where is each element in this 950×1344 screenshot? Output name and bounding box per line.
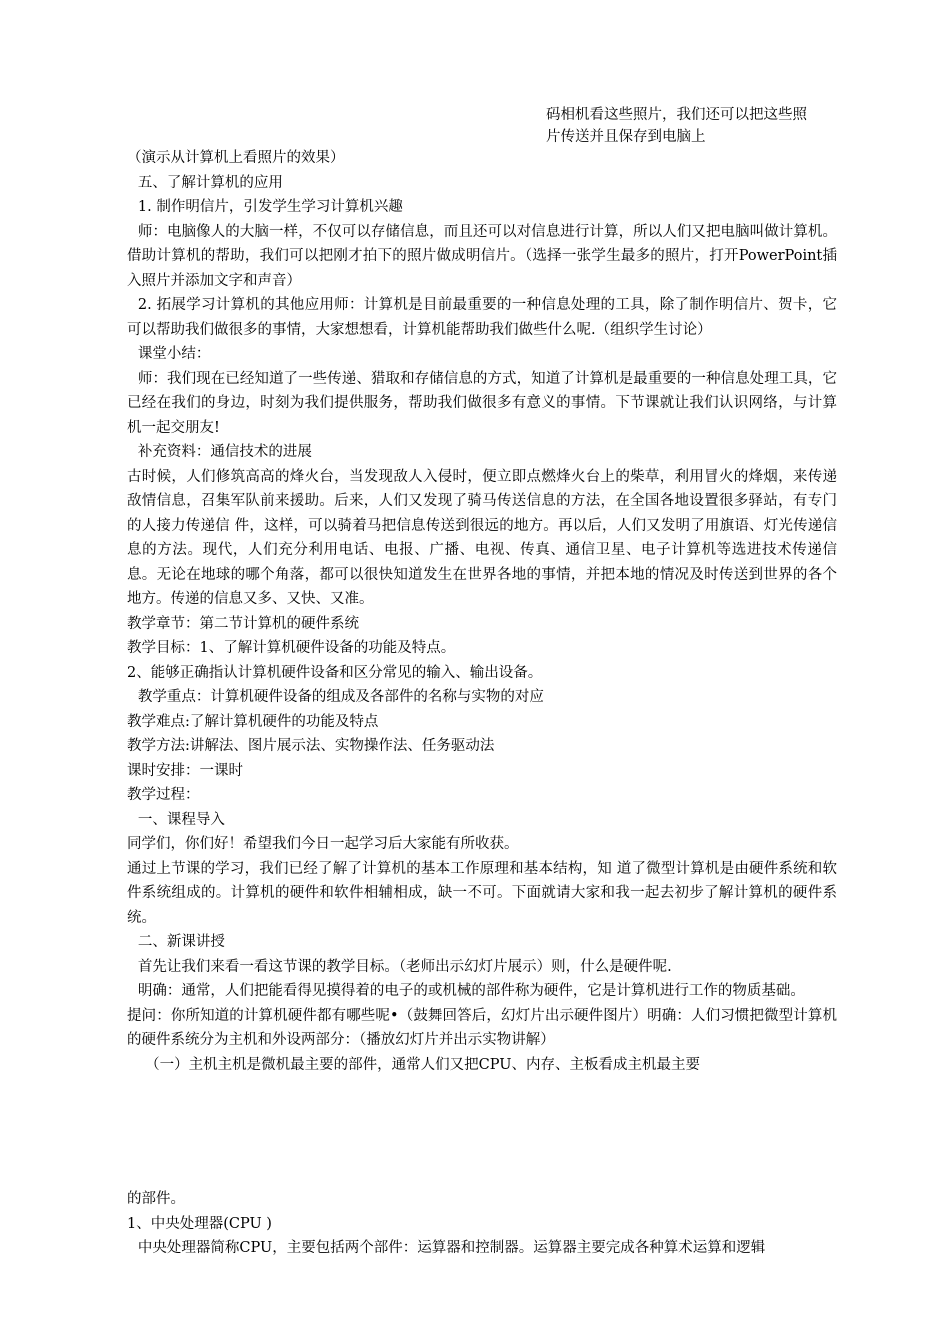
paragraph: 中央处理器简称CPU，主要包括两个部件：运算器和控制器。运算器主要完成各种算术运算和逻辑 (137, 1240, 766, 1256)
lesson-focus: 教学重点：计算机硬件设备的组成及各部件的名称与实物的对应 (137, 689, 544, 705)
lesson-schedule: 课时安排：一课时 (127, 762, 243, 779)
paragraph: 师：电脑像人的大脑一样，不仅可以存储信息，而且还可以对信息进行计算，所以人们又把电脑叫做计算机。借助计算机的帮助，我们可以把刚才拍下的照片做成明信片。（选择一张学生最多的照片，打开PowerPoint插入照片并添加文字和声音） (127, 223, 837, 289)
continued-note-line: 码相机看这些照片，我们还可以把这些照 (546, 107, 807, 123)
paragraph: 明确：通常，人们把能看得见摸得着的电子的或机械的部件称为硬件，它是计算机进行工作的物质基础。 (137, 983, 805, 999)
section-heading: 一、课程导入 (137, 811, 225, 828)
paragraph: 通过上节课的学习，我们已经了解了计算机的基本工作原理和基本结构，知 道了微型计算机是由硬件系统和软件系统组成的。计算机的硬件和软件相辅相成，缺一不可。下面就请大家和我一起去初步了解计算机的硬件系统。 (127, 860, 837, 926)
continued-note (546, 104, 846, 148)
section-heading: 二、新课讲授 (137, 934, 225, 950)
lesson-process: 教学过程： (127, 787, 200, 803)
subheading: 补充资料：通信技术的进展 (137, 444, 312, 460)
paragraph: 提问：你所知道的计算机硬件都有哪些呢•（鼓舞回答后，幻灯片出示硬件图片）明确：人们习惯把微型计算机的硬件系统分为主机和外设两部分：（播放幻灯片并出示实物讲解） (127, 1007, 837, 1048)
lesson-goal: 教学目标：1、了解计算机硬件设备的功能及特点。 (127, 640, 456, 656)
paragraph: （一）主机主机是微机最主要的部件，通常人们又把CPU、内存、主板看成主机最主要 (145, 1056, 700, 1073)
paragraph: （演示从计算机上看照片的效果） (127, 150, 345, 166)
paragraph: 古时候，人们修筑高高的烽火台，当发现敌人入侵时，便立即点燃烽火台上的柴草，利用冒火的烽烟，来传递敌情信息，召集军队前来援助。后来，人们又发现了骑马传送信息的方法，在全国各地设置很多驿站，有专门的人接力传递信 件，这样，可以骑着马把信息传送到很远的地方。再以后，人们又发明了用旗语、灯光传递信息的方法。现代，人们充分利用电话、电报、广播、电视、传真、通信卫星、电子计算机等选进技术传递信息。无论在地球的哪个角落，都可以很快知道发生在世界各地的事情，并把本地的情况及时传送到世界的各个地方。传递的信息又多、又快、又准。 (127, 468, 837, 607)
document-body (127, 146, 837, 1261)
lesson-chapter: 教学章节：第二节计算机的硬件系统 (127, 615, 359, 632)
paragraph: 同学们，你们好！希望我们今日一起学习后大家能有所收获。 (127, 836, 519, 852)
paragraph: 的部件。 (127, 1191, 185, 1207)
continued-note-line: 片传送并且保存到电脑上 (546, 129, 706, 145)
page-gap (127, 1077, 837, 1187)
subheading: 课堂小结： (137, 346, 211, 362)
paragraph: 2. 拓展学习计算机的其他应用师：计算机是目前最重要的一种信息处理的工具，除了制作明信片、贺卡，它可以帮助我们做很多的事情，大家想想看，计算机能帮助我们做些什么呢.（组织学生讨论） (127, 297, 837, 338)
lesson-method: 教学方法:讲解法、图片展示法、实物操作法、任务驱动法 (127, 738, 495, 754)
lesson-difficulty: 教学难点:了解计算机硬件的功能及特点 (127, 713, 379, 730)
section-heading: 五、了解计算机的应用 (137, 174, 283, 191)
subheading: 1、中央处理器(CPU ) (127, 1215, 272, 1232)
subheading: 1. 制作明信片，引发学生学习计算机兴趣 (137, 199, 403, 215)
paragraph: 师：我们现在已经知道了一些传递、猎取和存储信息的方式，知道了计算机是最重要的一种信息处理工具，它已经在我们的身边，时刻为我们提供服务，帮助我们做很多有意义的事情。下节课就让我们认识网络，与计算机一起交朋友! (127, 370, 837, 436)
lesson-goal: 2、能够正确指认计算机硬件设备和区分常见的输入、输出设备。 (127, 664, 543, 681)
paragraph: 首先让我们来看一看这节课的教学目标。（老师出示幻灯片展示）则，什么是硬件呢. (137, 958, 672, 975)
